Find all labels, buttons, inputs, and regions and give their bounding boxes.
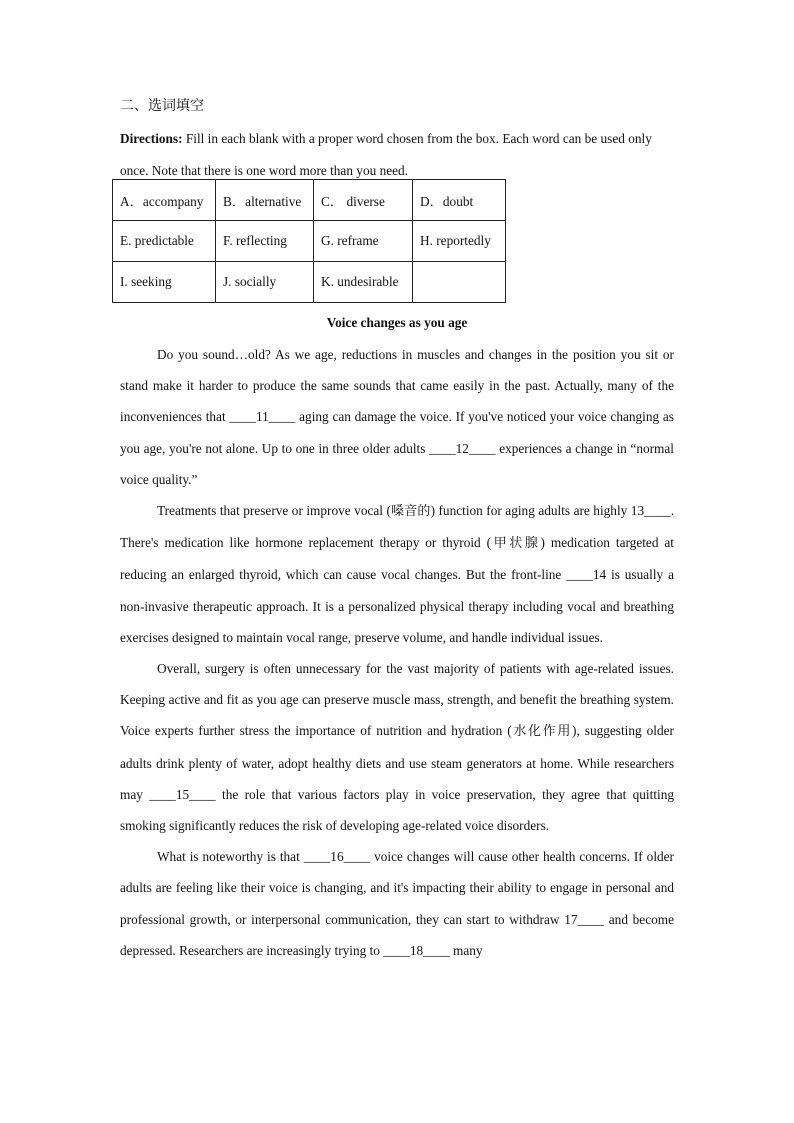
text-run: the role that various factors play in voice preservation, they agree that quitting smoking significantly reduces the risk of developing age-related voice disorders. xyxy=(120,786,675,834)
chinese-gloss: 水化作用 xyxy=(511,724,573,740)
text-run: ) medication targeted at reducing an enlarged thyroid, which can cause vocal changes. But the front-line xyxy=(120,535,674,583)
word-box-table xyxy=(112,179,506,303)
word-option: E. predictable xyxy=(113,221,216,262)
blank-17[interactable]: 17____ xyxy=(564,911,605,927)
blank-12[interactable]: ____12____ xyxy=(429,440,496,456)
word-option: B．alternative xyxy=(216,180,314,221)
paragraph-1 xyxy=(120,339,674,495)
word-option: H. reportedly xyxy=(413,221,506,262)
text-run: is usually a non-invasive therapeutic approach. It is a personalized physical therapy including vocal and breathing exercises designed to maintain vocal range, preserve volume, and handle individual issues. xyxy=(120,567,674,645)
directions xyxy=(120,123,674,187)
text-run: Treatments that preserve or improve vocal ( xyxy=(157,503,391,519)
text-run: voice changes will cause other health concerns. If older adults are feeling like their voice is changing, and it's impacting their ability to engage in personal and professional growth, or interpersonal communication, they can start to withdraw xyxy=(120,849,674,927)
paragraph-2 xyxy=(120,495,674,653)
blank-14[interactable]: ____14 xyxy=(566,567,607,583)
chinese-gloss: 甲状腺 xyxy=(491,536,541,552)
word-option: A．accompany xyxy=(113,180,216,221)
word-option: C． diverse xyxy=(314,180,413,221)
word-option-empty xyxy=(413,262,506,303)
text-run: . There's medication like hormone replacement therapy or thyroid ( xyxy=(120,503,675,551)
text-run: aging can damage the voice. If you've noticed your voice changing as you age, you're not alone. Up to one in three older adults xyxy=(120,409,674,456)
text-run: and become depressed. Researchers are increasingly trying to xyxy=(120,911,674,958)
blank-15[interactable]: ____15____ xyxy=(149,786,216,802)
directions-text: Fill in each blank with a proper word chosen from the box. Each word can be used only once. Note that there is one word more than you need. xyxy=(120,131,652,178)
word-box-row xyxy=(113,262,506,303)
text-run: Overall, surgery is often unnecessary for the vast majority of patients with age-related issues. Keeping active and fit as you age can preserve muscle mass, strength, and benefit the breathing system. Voice experts further stress the importance of nutrition and hydration ( xyxy=(120,661,674,739)
text-run: Do you sound…old? As we age, reductions in muscles and changes in the position you sit or stand make it harder to produce the same sounds that came easily in the past. Actually, many of the inconveniences that xyxy=(120,347,674,425)
blank-11[interactable]: ____11____ xyxy=(229,409,296,425)
text-run: ), suggesting older adults drink plenty of water, adopt healthy diets and use steam generators at home. While researchers may xyxy=(120,723,674,802)
directions-label: Directions: xyxy=(120,131,183,146)
word-box-row xyxy=(113,180,506,221)
chinese-gloss: 嗓音的 xyxy=(390,504,431,520)
article-title: Voice changes as you age xyxy=(326,315,468,330)
section-title: 二、选词填空 xyxy=(120,99,204,114)
word-option: G. reframe xyxy=(314,221,413,262)
blank-16[interactable]: ____16____ xyxy=(303,849,371,865)
word-option: I. seeking xyxy=(113,262,216,303)
paragraph-4 xyxy=(120,841,674,966)
word-option: D．doubt xyxy=(413,180,506,221)
text-run: experiences a change in “normal voice quality.” xyxy=(120,440,674,487)
word-option: J. socially xyxy=(216,262,314,303)
text-run: many xyxy=(449,942,483,958)
text-run: ) function for aging adults are highly xyxy=(430,503,631,519)
text-run: What is noteworthy is that xyxy=(157,849,304,865)
word-option: F. reflecting xyxy=(216,221,314,262)
word-option: K. undesirable xyxy=(314,262,413,303)
blank-13[interactable]: 13____ xyxy=(630,503,671,519)
article-body xyxy=(120,339,674,966)
blank-18[interactable]: ____18____ xyxy=(383,942,450,958)
paragraph-3 xyxy=(120,653,674,841)
word-box-row xyxy=(113,221,506,262)
